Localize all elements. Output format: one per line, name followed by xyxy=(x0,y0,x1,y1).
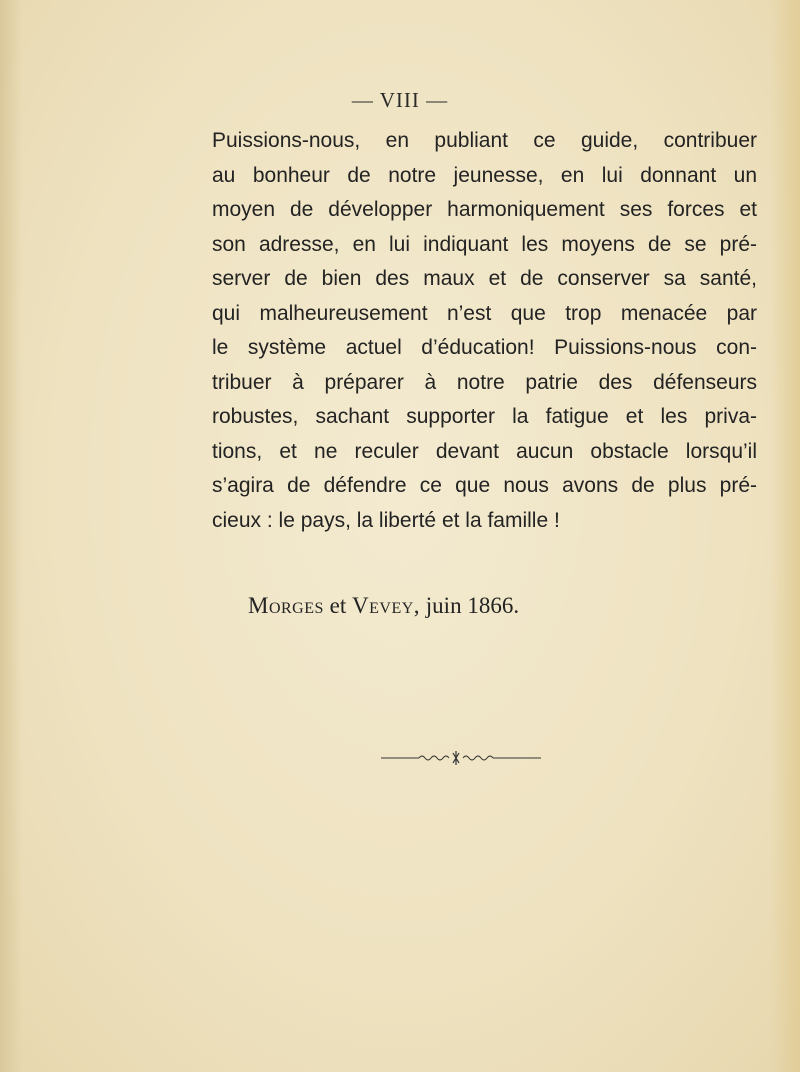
page-edge-right xyxy=(770,0,800,1072)
place-date-signature xyxy=(248,593,519,619)
text-line: son adresse, en lui indiquant les moyens de se pré- xyxy=(212,232,757,256)
text-line: tions, et ne reculer devant aucun obstacle lorsqu’il xyxy=(212,439,757,463)
signature-place-morges: Morges xyxy=(248,593,324,618)
text-line: tribuer à préparer à notre patrie des défenseurs xyxy=(212,370,757,394)
signature-place-vevey: Vevey, xyxy=(352,593,421,618)
page-number-header: — VIII — xyxy=(351,88,449,112)
text-line: qui malheureusement n’est que trop menacée par xyxy=(212,301,757,325)
text-line: au bonheur de notre jeunesse, en lui donnant un xyxy=(212,163,757,187)
preface-paragraph xyxy=(212,124,757,538)
text-line: robustes, sachant supporter la fatigue et les priva- xyxy=(212,405,757,428)
signature-date: juin 1866. xyxy=(425,593,520,618)
text-line: le système actuel d’éducation! Puissions-nous con- xyxy=(212,336,757,359)
text-line: moyen de développer harmoniquement ses forces et xyxy=(212,198,757,221)
text-line: s’agira de défendre ce que nous avons de plus pré- xyxy=(212,474,757,497)
page-edge-left xyxy=(0,0,22,1072)
text-line: cieux : le pays, la liberté et la famille ! xyxy=(212,508,560,532)
text-line: server de bien des maux et de conserver sa santé, xyxy=(212,267,757,290)
text-line: Puissions-nous, en publiant ce guide, contribuer xyxy=(212,129,757,152)
signature-conjunction: et xyxy=(329,593,347,618)
ornament-divider-icon xyxy=(381,748,541,768)
